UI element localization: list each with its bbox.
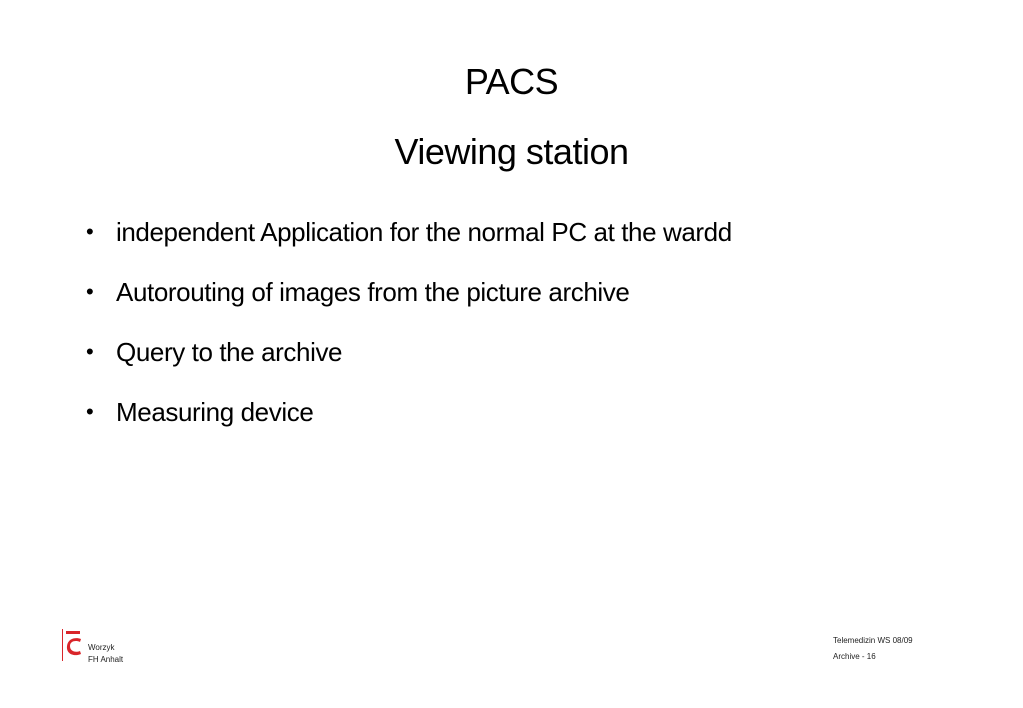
bullet-icon: • bbox=[86, 279, 94, 304]
bullet-text: Measuring device bbox=[116, 397, 314, 427]
bullet-text: independent Application for the normal PC at the wardd bbox=[116, 217, 732, 247]
bullet-icon: • bbox=[86, 339, 94, 364]
footer-author: Worzyk bbox=[88, 643, 115, 652]
slide-subtitle: Viewing station bbox=[394, 131, 629, 172]
bullet-text: Autorouting of images from the picture archive bbox=[116, 277, 630, 307]
fh-anhalt-logo-icon bbox=[62, 629, 84, 661]
bullet-text: Query to the archive bbox=[116, 337, 343, 367]
footer-institution: FH Anhalt bbox=[88, 655, 124, 664]
footer-course: Telemedizin WS 08/09 bbox=[833, 636, 913, 645]
footer-course-block bbox=[833, 633, 913, 665]
slide-title: PACS bbox=[464, 61, 559, 102]
bullet-icon: • bbox=[86, 219, 94, 244]
footer-author-block bbox=[88, 642, 123, 666]
footer-page-number: Archive - 16 bbox=[833, 652, 876, 661]
bullet-icon: • bbox=[86, 399, 94, 424]
